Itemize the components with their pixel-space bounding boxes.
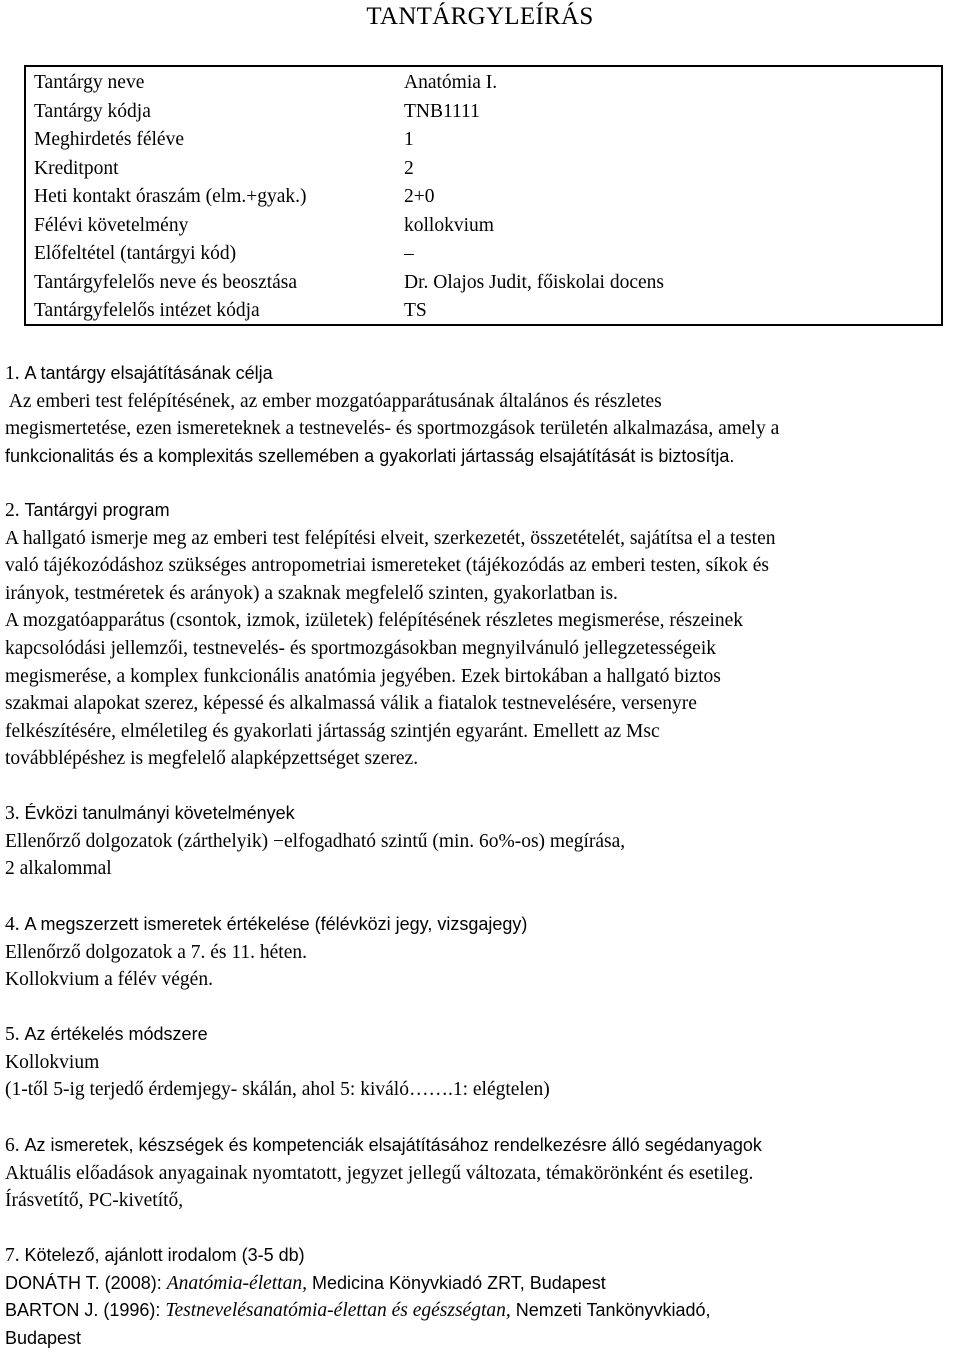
paragraph-line: kapcsolódási jellemzői, testnevelés- és sportmozgásokban megnyilvánuló jellegzetességeik bbox=[5, 637, 716, 659]
info-row-semester bbox=[26, 125, 941, 154]
info-value: TS bbox=[404, 300, 427, 321]
paragraph-line: felkészítésére, elméletileg és gyakorlati jártasság szintjén egyaránt. Emellett az Msc bbox=[5, 720, 660, 742]
info-value: Anatómia I. bbox=[404, 72, 498, 93]
info-row-code bbox=[26, 97, 941, 126]
paragraph-line: A mozgatóapparátus (csontok, izmok, izületek) felépítésének részletes megismerése, részeinek bbox=[5, 610, 744, 632]
paragraph-line: Az emberi test felépítésének, az ember mozgatóapparátusának általános és részletes bbox=[5, 390, 662, 412]
paragraph-line: (1-től 5-ig terjedő érdemjegy- skálán, ahol 5: kiváló…….1: elégtelen) bbox=[5, 1079, 550, 1100]
paragraph-line: megismertetése, ezen ismereteknek a testnevelés- és sportmozgások területén alkalmazása, amely a bbox=[5, 418, 780, 439]
reference-publisher: Nemzeti Tankönyvkiadó, bbox=[510, 1300, 711, 1320]
paragraph-line: továbblépéshez is megfelelő alapképzettséget szerez. bbox=[5, 748, 419, 770]
info-row-institute bbox=[26, 296, 941, 325]
section-heading: 2. Tantárgyi program bbox=[5, 500, 170, 521]
reference-author: DONÁTH T. (2008): bbox=[5, 1272, 167, 1293]
info-value: Dr. Olajos Judit, főiskolai docens bbox=[404, 271, 664, 293]
info-label: Kreditpont bbox=[34, 157, 119, 179]
info-label: Tantárgyfelelős neve és beosztása bbox=[34, 271, 298, 293]
paragraph-line: Ellenőrző dolgozatok (zárthelyik) −elfogadható szintű (min. 6o%-os) megírása, bbox=[5, 830, 626, 852]
paragraph-line: szakmai alapokat szerez, képessé és alkalmassá válik a fiatalok testnevelésére, versenyre bbox=[5, 693, 697, 715]
paragraph-line: megismerése, a komplex funkcionális anatómia jegyében. Ezek birtokában a hallgató biztos bbox=[5, 665, 721, 687]
paragraph-line: való tájékozódáshoz szükséges antropometriai ismereteket (tájékozódás az emberi testen, síkok és bbox=[5, 555, 770, 577]
section-method bbox=[5, 1021, 955, 1104]
reference-title: Testnevelésanatómia-élettan és egészségtan, bbox=[165, 1300, 511, 1321]
info-label: Tantárgyfelelős intézet kódja bbox=[34, 300, 260, 321]
reference-author: BARTON J. (1996): bbox=[5, 1300, 166, 1320]
info-label: Meghirdetés féléve bbox=[34, 129, 184, 150]
info-label: Heti kontakt óraszám (elm.+gyak.) bbox=[34, 186, 307, 207]
paragraph-line: A hallgató ismerje meg az emberi test felépítési elveit, szerkezetét, összetételét, sajátítsa el a testen bbox=[5, 527, 776, 549]
info-row-hours bbox=[26, 182, 941, 211]
info-row-prerequisite bbox=[26, 239, 941, 268]
section-requirements bbox=[5, 800, 955, 883]
info-label: Előfeltétel (tantárgyi kód) bbox=[34, 243, 237, 264]
paragraph-line: 2 alkalommal bbox=[5, 858, 112, 879]
paragraph-line: Írásvetítő, PC-kivetítő, bbox=[5, 1190, 184, 1211]
info-value: kollokvium bbox=[404, 214, 494, 236]
info-value: TNB1111 bbox=[404, 100, 480, 122]
reference-continuation: Budapest bbox=[5, 1327, 82, 1348]
paragraph-line: Ellenőrző dolgozatok a 7. és 11. héten. bbox=[5, 941, 307, 963]
section-heading: 4. A megszerzett ismeretek értékelése (félévközi jegy, vizsgajegy) bbox=[5, 914, 528, 935]
paragraph-line: irányok, testméretek és arányok) a szaknak megfelelő szinten, gyakorlatban is. bbox=[5, 582, 618, 604]
section-heading: 1. A tantárgy elsajátításának célja bbox=[5, 363, 273, 384]
section-heading: 7. Kötelező, ajánlott irodalom (3-5 db) bbox=[5, 1245, 305, 1266]
section-heading: 3. Évközi tanulmányi követelmények bbox=[5, 803, 295, 824]
section-materials bbox=[5, 1132, 955, 1215]
info-value: 2 bbox=[404, 157, 414, 179]
info-value: – bbox=[404, 243, 414, 264]
reference-item bbox=[5, 1297, 955, 1325]
paragraph-line: Kollokvium bbox=[5, 1051, 100, 1073]
paragraph-line: Kollokvium a félév végén. bbox=[5, 969, 213, 990]
reference-publisher: Medicina Könyvkiadó ZRT, Budapest bbox=[306, 1272, 606, 1293]
info-value: 2+0 bbox=[404, 186, 435, 207]
section-evaluation bbox=[5, 911, 955, 994]
paragraph-line: Aktuális előadások anyagainak nyomtatott, jegyzet jellegű változata, témakörönként és esetileg. bbox=[5, 1162, 754, 1184]
info-row-requirement bbox=[26, 211, 941, 240]
section-goal bbox=[5, 360, 955, 470]
course-info-table bbox=[24, 65, 943, 326]
section-heading: 6. Az ismeretek, készségek és kompetenciák elsajátításához rendelkezésre álló segédanyagok bbox=[5, 1135, 762, 1156]
info-row-credits bbox=[26, 154, 941, 183]
info-label: Tantárgy kódja bbox=[34, 100, 151, 122]
info-label: Tantárgy neve bbox=[34, 72, 145, 93]
info-value: 1 bbox=[404, 129, 414, 150]
info-row-name bbox=[26, 68, 941, 97]
reference-title: Anatómia-élettan, bbox=[166, 1272, 307, 1294]
section-program bbox=[5, 497, 955, 773]
section-heading: 5. Az értékelés módszere bbox=[5, 1024, 208, 1045]
info-label: Félévi követelmény bbox=[34, 214, 189, 236]
paragraph-line: funkcionalitás és a komplexitás szellemében a gyakorlati jártasság elsajátítását is biztosítja. bbox=[5, 445, 735, 466]
reference-item bbox=[5, 1270, 955, 1298]
info-row-responsible bbox=[26, 268, 941, 297]
page-title: TANTÁRGYLEÍRÁS bbox=[366, 3, 594, 30]
section-literature bbox=[5, 1242, 955, 1352]
